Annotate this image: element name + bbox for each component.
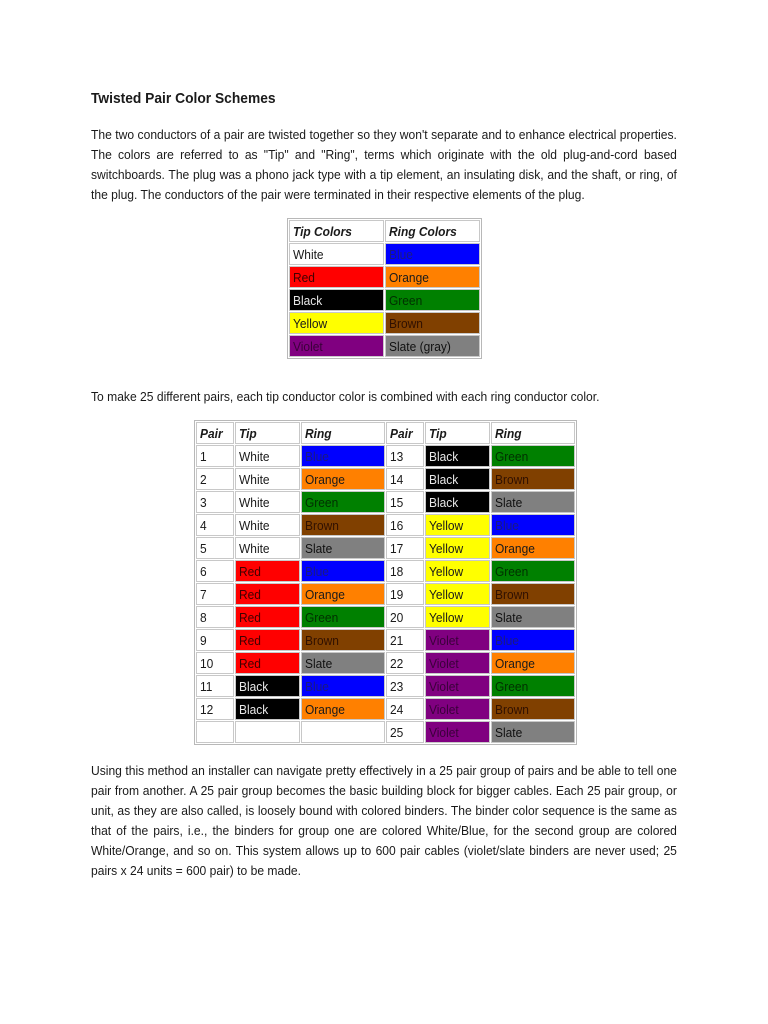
tip-color-cell: White [235, 491, 300, 513]
ring-color-cell: Blue [301, 560, 385, 582]
table-row [196, 491, 575, 513]
tip-color-cell [235, 721, 300, 743]
pair-number-cell: 13 [386, 445, 424, 467]
pair-number-cell: 12 [196, 698, 234, 720]
ring-color-cell: Orange [491, 537, 575, 559]
page-title: Twisted Pair Color Schemes [91, 90, 276, 107]
table-header-row [289, 220, 480, 242]
pair-number-cell: 20 [386, 606, 424, 628]
ring-color-cell: Green [491, 675, 575, 697]
ring-color-cell: Blue [301, 675, 385, 697]
tip-color-cell: Red [235, 652, 300, 674]
tip-color-cell: Red [235, 583, 300, 605]
tip-color-cell: White [235, 445, 300, 467]
ring-color-cell: Green [301, 606, 385, 628]
pair-number-cell: 17 [386, 537, 424, 559]
table-row [289, 335, 480, 357]
table-row [289, 289, 480, 311]
table-row [196, 629, 575, 651]
column-header-ring-colors: Ring Colors [385, 220, 480, 242]
tip-color-cell: Yellow [425, 537, 490, 559]
column-header-pair: Pair [196, 422, 234, 444]
table-row [289, 243, 480, 265]
pair-number-cell: 24 [386, 698, 424, 720]
table-row [196, 606, 575, 628]
ring-color-cell: Brown [385, 312, 480, 334]
tip-color-cell: Black [425, 491, 490, 513]
table-row [196, 468, 575, 490]
tip-color-cell: Red [235, 606, 300, 628]
tip-color-cell: Yellow [425, 606, 490, 628]
tip-color-cell: Red [235, 629, 300, 651]
table-row [289, 312, 480, 334]
ring-color-cell: Orange [301, 468, 385, 490]
ring-color-cell: Brown [491, 698, 575, 720]
pair-number-cell: 1 [196, 445, 234, 467]
table-row [196, 698, 575, 720]
tip-color-cell: Yellow [425, 514, 490, 536]
pair-number-cell: 21 [386, 629, 424, 651]
tip-color-cell: White [235, 537, 300, 559]
table-header-row [196, 422, 575, 444]
ring-color-cell: Brown [301, 629, 385, 651]
column-header-tip-colors: Tip Colors [289, 220, 384, 242]
pair-number-cell: 22 [386, 652, 424, 674]
tip-color-cell: Violet [425, 675, 490, 697]
ring-color-cell: Brown [301, 514, 385, 536]
table-row [196, 560, 575, 582]
pair-number-cell: 18 [386, 560, 424, 582]
tip-color-cell: Black [235, 698, 300, 720]
pair-color-table [194, 420, 577, 745]
ring-color-cell: Orange [491, 652, 575, 674]
pair-number-cell: 5 [196, 537, 234, 559]
ring-color-cell: Brown [491, 583, 575, 605]
column-header-pair-2: Pair [386, 422, 424, 444]
tip-color-cell: White [289, 243, 384, 265]
pair-number-cell: 15 [386, 491, 424, 513]
tip-color-cell: Black [235, 675, 300, 697]
tip-color-cell: White [235, 514, 300, 536]
ring-color-cell: Brown [491, 468, 575, 490]
tip-color-cell: Violet [425, 721, 490, 743]
table-row [196, 583, 575, 605]
ring-color-cell: Green [301, 491, 385, 513]
pair-number-cell: 9 [196, 629, 234, 651]
ring-color-cell: Orange [301, 583, 385, 605]
ring-color-cell: Slate [301, 537, 385, 559]
pair-number-cell: 4 [196, 514, 234, 536]
tip-color-cell: Violet [425, 652, 490, 674]
table-row [196, 675, 575, 697]
column-header-ring: Ring [301, 422, 385, 444]
tip-color-cell: Yellow [289, 312, 384, 334]
ring-color-cell: Orange [385, 266, 480, 288]
ring-color-cell: Blue [301, 445, 385, 467]
table-row [196, 652, 575, 674]
tip-color-cell: Yellow [425, 583, 490, 605]
tip-color-cell: Violet [425, 698, 490, 720]
table-row [196, 514, 575, 536]
tip-color-cell: Yellow [425, 560, 490, 582]
column-header-tip: Tip [235, 422, 300, 444]
ring-color-cell: Blue [491, 629, 575, 651]
pair-number-cell: 16 [386, 514, 424, 536]
ring-color-cell: Slate (gray) [385, 335, 480, 357]
column-header-ring-2: Ring [491, 422, 575, 444]
pair-number-cell [196, 721, 234, 743]
outro-paragraph: Using this method an installer can navigate pretty effectively in a 25 pair group of pairs and be able to tell one pair from another. A 25 pair group becomes the basic building block for bigger cables. Each 25 pair group, or unit, as they are also called, is loosely bound with colored binders. The binder color sequence is the same as that of the pairs, i.e., the binders for group one are colored White/Blue, for the second group are colored White/Orange, and so on. This system allows up to 600 pair cables (violet/slate binders are never used; 25 pairs x 24 units = 600 pair) to be made. [91, 763, 677, 878]
pair-number-cell: 19 [386, 583, 424, 605]
pair-number-cell: 2 [196, 468, 234, 490]
ring-color-cell: Green [491, 445, 575, 467]
ring-color-cell: Slate [491, 721, 575, 743]
ring-color-cell: Slate [301, 652, 385, 674]
tip-color-cell: Red [289, 266, 384, 288]
pair-number-cell: 14 [386, 468, 424, 490]
pair-number-cell: 11 [196, 675, 234, 697]
ring-color-cell: Green [491, 560, 575, 582]
tip-color-cell: Black [425, 468, 490, 490]
tip-color-cell: Violet [289, 335, 384, 357]
tip-color-cell: Violet [425, 629, 490, 651]
ring-color-cell [301, 721, 385, 743]
pair-number-cell: 25 [386, 721, 424, 743]
ring-color-cell: Slate [491, 491, 575, 513]
tip-ring-colors-table [287, 218, 482, 359]
table-row [196, 445, 575, 467]
column-header-tip-2: Tip [425, 422, 490, 444]
pair-number-cell: 8 [196, 606, 234, 628]
tip-color-cell: Red [235, 560, 300, 582]
pair-number-cell: 7 [196, 583, 234, 605]
ring-color-cell: Orange [301, 698, 385, 720]
ring-color-cell: Blue [385, 243, 480, 265]
table-row [196, 537, 575, 559]
tip-color-cell: White [235, 468, 300, 490]
intro-paragraph: The two conductors of a pair are twisted together so they won't separate and to enhance electrical properties. The colors are referred to as "Tip" and "Ring", terms which originate with the old plug-and-cord based switchboards. The plug was a phono jack type with a tip element, an insulating disk, and the shaft, or ring, of the plug. The conductors of the pair were terminated in their respective elements of the plug. [91, 127, 677, 202]
combine-paragraph: To make 25 different pairs, each tip conductor color is combined with each ring conductor color. [91, 389, 600, 404]
ring-color-cell: Slate [491, 606, 575, 628]
tip-color-cell: Black [289, 289, 384, 311]
pair-number-cell: 6 [196, 560, 234, 582]
table-row [289, 266, 480, 288]
pair-number-cell: 10 [196, 652, 234, 674]
pair-number-cell: 3 [196, 491, 234, 513]
ring-color-cell: Blue [491, 514, 575, 536]
table-row [196, 721, 575, 743]
tip-color-cell: Black [425, 445, 490, 467]
ring-color-cell: Green [385, 289, 480, 311]
pair-number-cell: 23 [386, 675, 424, 697]
